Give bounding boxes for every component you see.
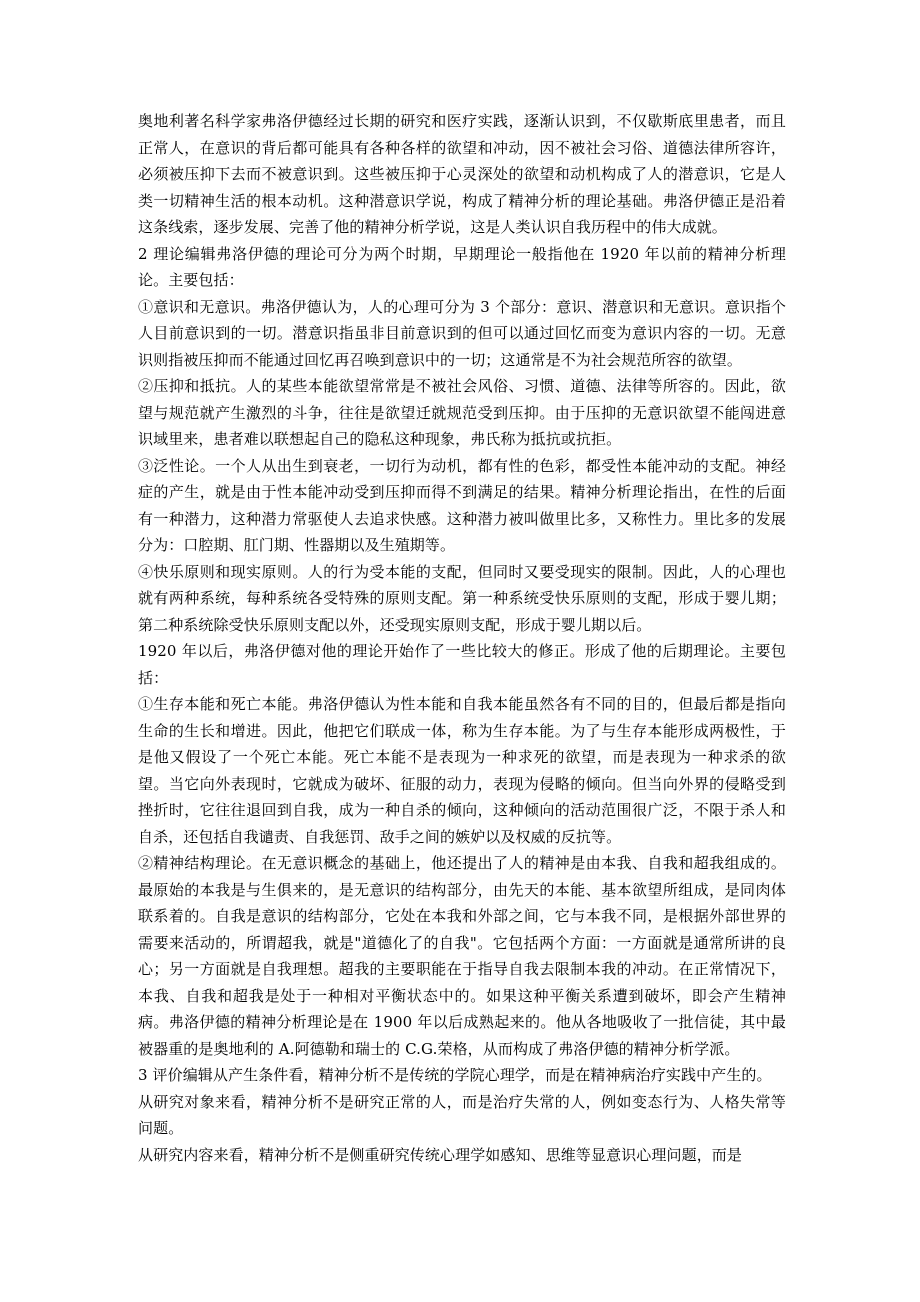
- paragraph-research-content: 从研究内容来看，精神分析不是侧重研究传统心理学如感知、思维等显意识心理问题，而是: [138, 1145, 743, 1164]
- paragraph-life-death-instinct: ①生存本能和死亡本能。弗洛伊德认为性本能和自我本能虽然各有不同的目的，但最后都是指向生命的生长和增进。因此，他把它们联成一体，称为生存本能。为了与生存本能形成两极性，于是他又假设了一个死亡本能。死亡本能不是表现为一种求死的欲望，而是表现为一种求杀的欲望。当它向外表现时，它就成为破坏、征服的动力，表现为侵略的倾向。但当向外界的侵略受到挫折时，它往往退回到自我，成为一种自杀的倾向，这种倾向的活动范围很广泛，不限于杀人和自杀，还包括自我谴责、自我惩罚、敌手之间的嫉妒以及权威的反抗等。: [138, 695, 786, 846]
- paragraph-repression: ②压抑和抵抗。人的某些本能欲望常常是不被社会风俗、习惯、道德、法律等所容的。因此，欲望与规范就产生激烈的斗争，往往是欲望迁就规范受到压抑。由于压抑的无意识欲望不能闯进意识域里来，患者难以联想起自己的隐私这种现象，弗氏称为抵抗或抗拒。: [138, 377, 786, 448]
- paragraph-later-theory: 1920 年以后，弗洛伊德对他的理论开始作了一些比较大的修正。形成了他的后期理论。主要包括：: [138, 642, 786, 687]
- document-body: [138, 108, 786, 1168]
- paragraph-pansexualism: ③泛性论。一个人从出生到衰老，一切行为动机，都有性的色彩，都受性本能冲动的支配。神经症的产生，就是由于性本能冲动受到压抑而得不到满足的结果。精神分析理论指出，在性的后面有一种潜力，这种潜力常驱使人去追求快感。这种潜力被叫做里比多，又称性力。里比多的发展分为：口腔期、肛门期、性器期以及生殖期等。: [138, 456, 786, 554]
- paragraph-theory-heading: 2 理论编辑弗洛伊德的理论可分为两个时期，早期理论一般指他在 1920 年以前的精神分析理论。主要包括：: [138, 244, 786, 289]
- paragraph-pleasure-principle: ④快乐原则和现实原则。人的行为受本能的支配，但同时又要受现实的限制。因此，人的心理也就有两种系统，每种系统各受特殊的原则支配。第一种系统受快乐原则的支配，形成于婴儿期；第二种系统除受快乐原则支配以外，还受现实原则支配，形成于婴儿期以后。: [138, 562, 786, 634]
- paragraph-evaluation-heading: 3 评价编辑从产生条件看，精神分析不是传统的学院心理学，而是在精神病治疗实践中产生的。: [138, 1066, 772, 1084]
- paragraph-consciousness: ①意识和无意识。弗洛伊德认为，人的心理可分为 3 个部分：意识、潜意识和无意识。意识指个人目前意识到的一切。潜意识指虽非目前意识到的但可以通过回忆而变为意识内容的一切。无意识则指被压抑而不能通过回忆再召唤到意识中的一切；这通常是不为社会规范所容的欲望。: [138, 297, 786, 369]
- paragraph-mental-structure: ②精神结构理论。在无意识概念的基础上，他还提出了人的精神是由本我、自我和超我组成的。最原始的本我是与生俱来的，是无意识的结构部分，由先天的本能、基本欲望所组成，是同肉体联系着的。自我是意识的结构部分，它处在本我和外部之间，它与本我不同，是根据外部世界的需要来活动的，所谓超我，就是"道德化了的自我"。它包括两个方面：一方面就是通常所讲的良心；另一方面就是自我理想。超我的主要职能在于指导自我去限制本我的冲动。在正常情况下，本我、自我和超我是处于一种相对平衡状态中的。如果这种平衡关系遭到破坏，即会产生精神病。弗洛伊德的精神分析理论是在 1900 年以后成熟起来的。他从各地吸收了一批信徒，其中最被器重的是奥地利的 A.阿德勒和瑞士的 C.G.荣格，从而构成了弗洛伊德的精神分析学派。: [138, 854, 786, 1058]
- paragraph-research-object: 从研究对象来看，精神分析不是研究正常的人，而是治疗失常的人，例如变态行为、人格失常等问题。: [138, 1092, 786, 1137]
- paragraph-intro: 奥地利著名科学家弗洛伊德经过长期的研究和医疗实践，逐渐认识到，不仅歇斯底里患者，而且正常人，在意识的背后都可能具有各种各样的欲望和冲动，因不被社会习俗、道德法律所容许，必须被压抑下去而不被意识到。这些被压抑于心灵深处的欲望和动机构成了人的潜意识，它是人类一切精神生活的根本动机。这种潜意识学说，构成了精神分析的理论基础。弗洛伊德正是沿着这条线索，逐步发展、完善了他的精神分析学说，这是人类认识自我历程中的伟大成就。: [138, 112, 786, 236]
